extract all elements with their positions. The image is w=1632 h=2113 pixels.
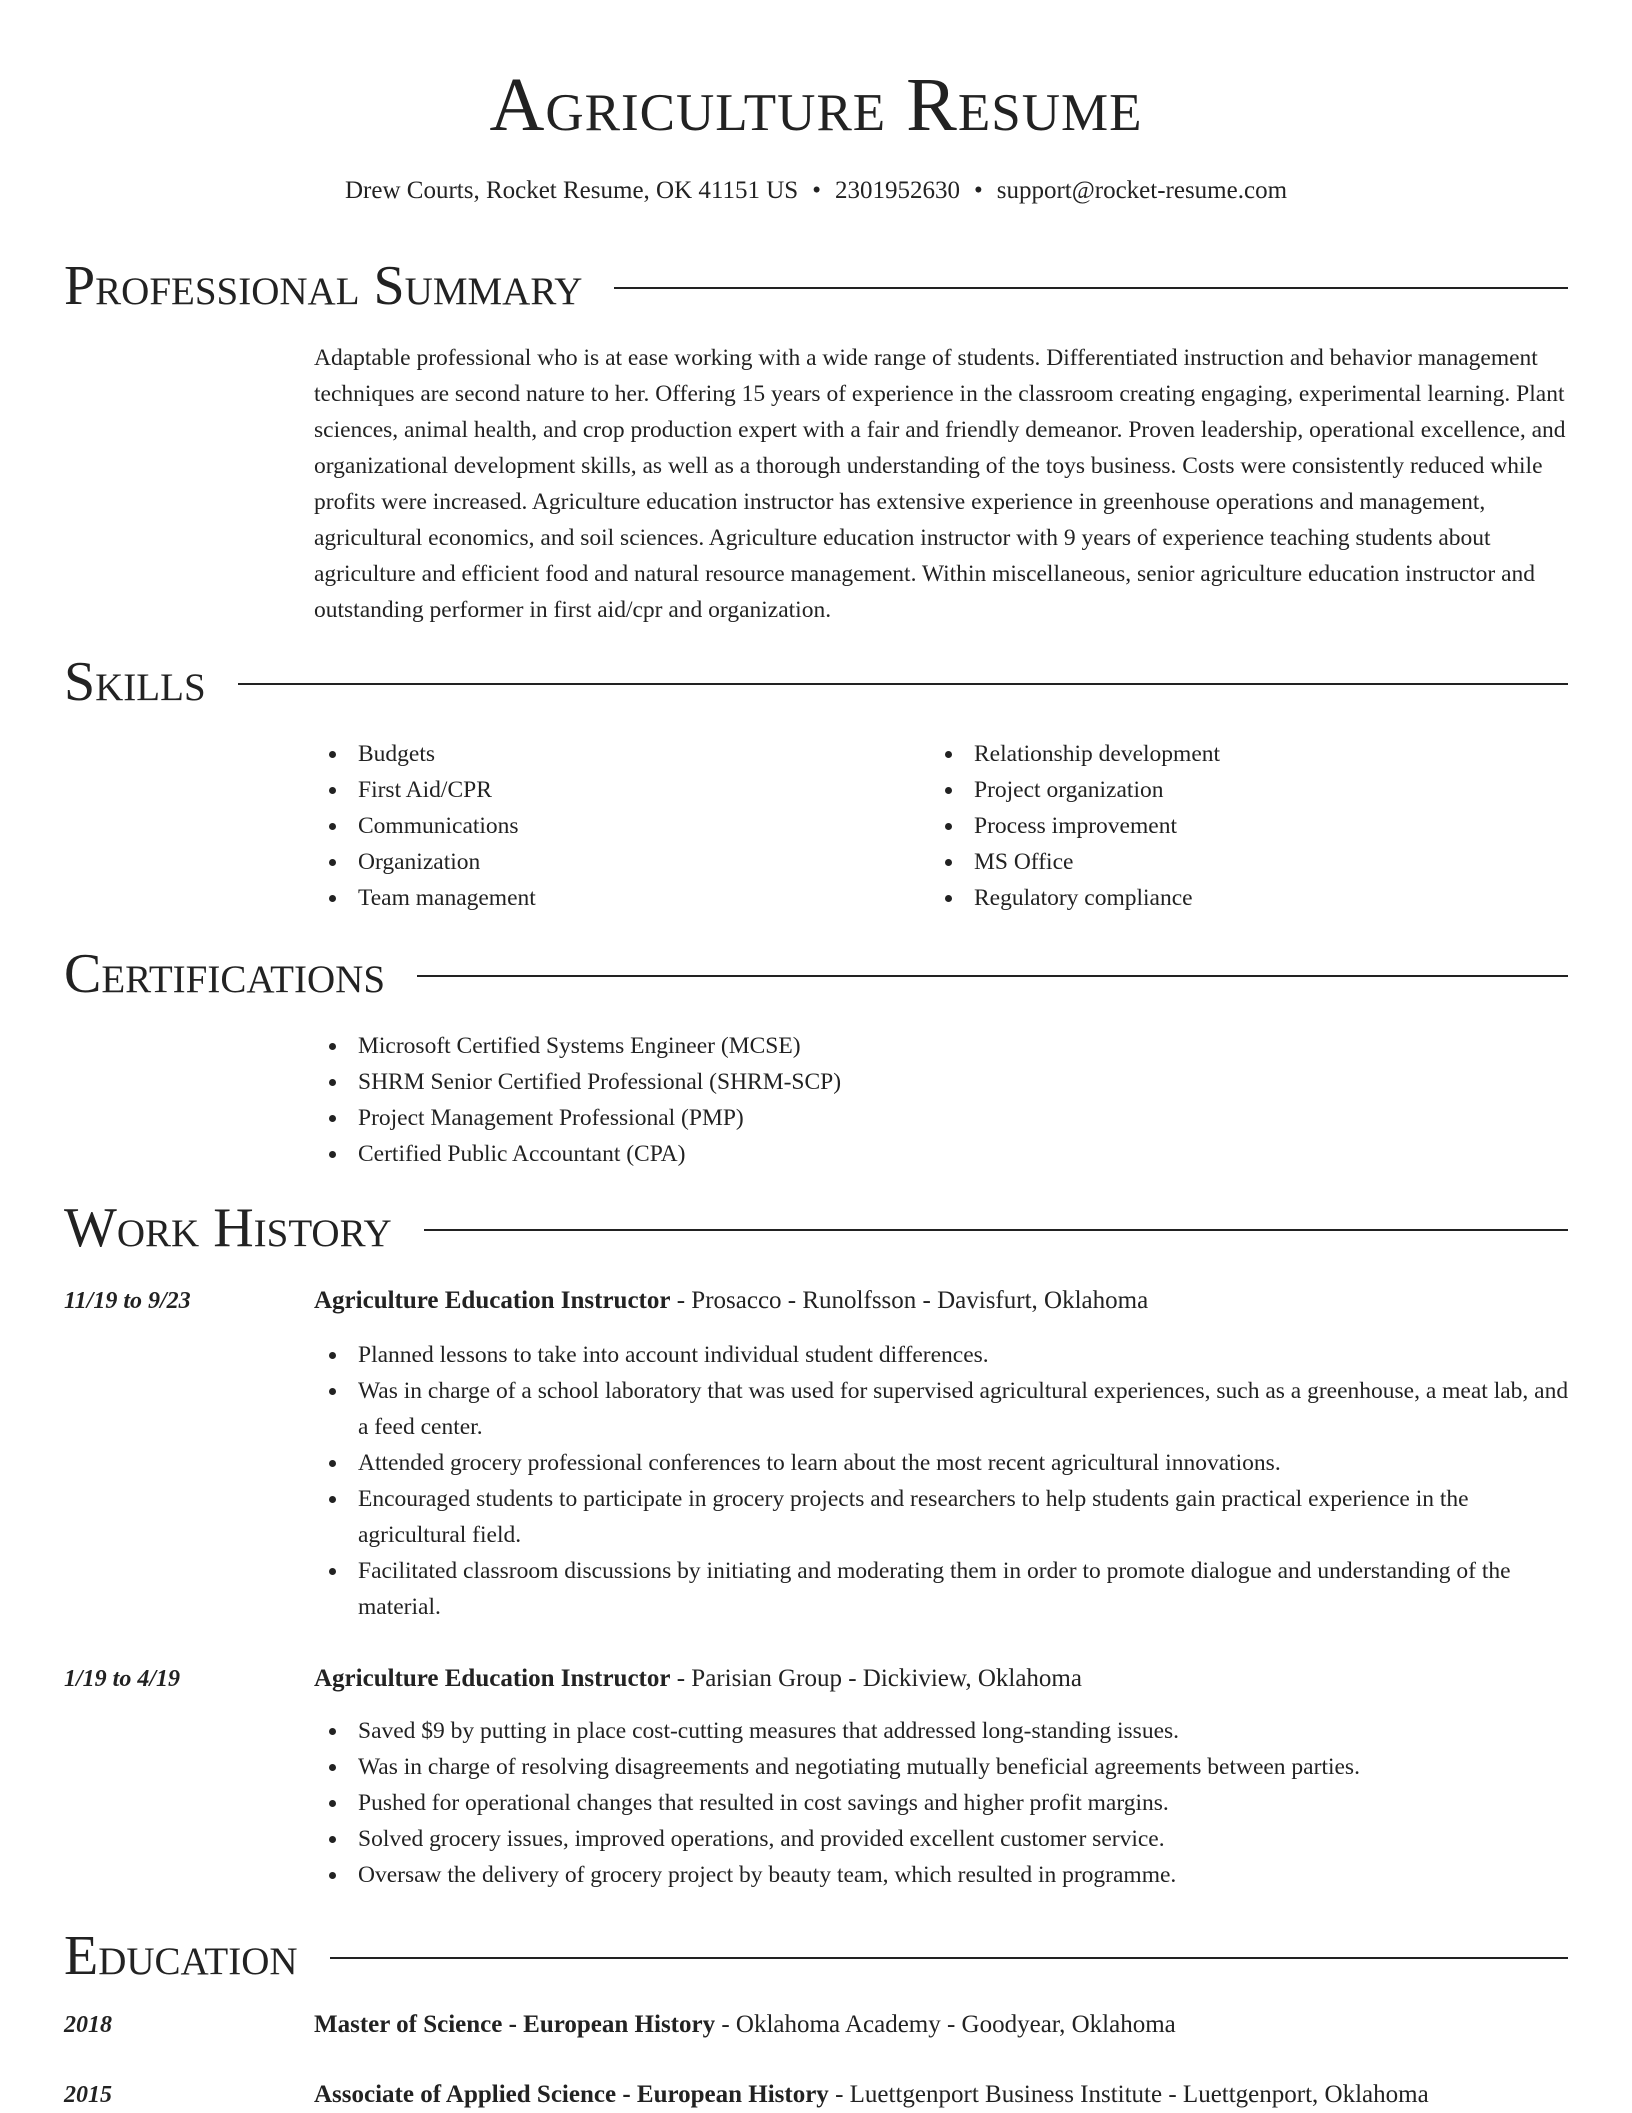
section-divider	[238, 683, 1568, 685]
job-bullets	[314, 1337, 1570, 1625]
education-year: 2018	[64, 2012, 112, 2038]
job-role: Agriculture Education Instructor	[314, 1665, 671, 1692]
education-degree: Master of Science - European History	[314, 2011, 716, 2038]
job-header	[64, 1661, 1568, 1697]
job-dates: 11/19 to 9/23	[64, 1288, 191, 1314]
certification-item: Certified Public Accountant (CPA)	[314, 1136, 1570, 1172]
section-work-history	[64, 1196, 1568, 1260]
job-title	[314, 1283, 1148, 1319]
section-heading: Professional Summary	[64, 255, 583, 317]
section-professional-summary	[64, 254, 1568, 318]
skill-item: First Aid/CPR	[314, 772, 914, 808]
job-header	[64, 1283, 1568, 1319]
job-bullets	[314, 1713, 1570, 1893]
section-divider	[614, 287, 1568, 289]
skill-item: Process improvement	[930, 808, 1570, 844]
section-divider	[417, 975, 1568, 977]
section-education	[64, 1924, 1568, 1988]
job-bullet: Solved grocery issues, improved operations, and provided excellent customer service.	[314, 1821, 1570, 1857]
job-bullet: Oversaw the delivery of grocery project by beauty team, which resulted in programme.	[314, 1857, 1570, 1893]
certification-item: Project Management Professional (PMP)	[314, 1100, 1570, 1136]
contact-line	[0, 175, 1632, 207]
education-header	[64, 2007, 1568, 2043]
job-title	[314, 1661, 1082, 1697]
contact-email[interactable]: support@rocket-resume.com	[996, 177, 1288, 204]
skill-item: Organization	[314, 844, 914, 880]
education-header	[64, 2077, 1568, 2113]
skill-item: Communications	[314, 808, 914, 844]
certifications-list	[314, 1028, 1570, 1172]
skill-item: Relationship development	[930, 736, 1570, 772]
contact-separator: •	[812, 177, 821, 204]
skill-item: Project organization	[930, 772, 1570, 808]
section-divider	[330, 1957, 1568, 1959]
job-bullet: Planned lessons to take into account individual student differences.	[314, 1337, 1570, 1373]
education-school: - Oklahoma Academy - Goodyear, Oklahoma	[715, 2011, 1176, 2038]
education-entry	[64, 2077, 1568, 2113]
section-heading: Education	[64, 1925, 298, 1987]
job-bullet: Pushed for operational changes that resulted in cost savings and higher profit margins.	[314, 1785, 1570, 1821]
skill-item: Team management	[314, 880, 914, 916]
section-heading: Skills	[64, 651, 206, 713]
job-dates: 1/19 to 4/19	[64, 1666, 181, 1692]
certification-item: SHRM Senior Certified Professional (SHRM-SCP)	[314, 1064, 1570, 1100]
job-entry	[64, 1661, 1568, 1888]
job-bullet: Attended grocery professional conferences to learn about the most recent agricultural innovations.	[314, 1445, 1570, 1481]
skill-item: Budgets	[314, 736, 914, 772]
job-employer: - Prosacco - Runolfsson - Davisfurt, Oklahoma	[670, 1287, 1149, 1314]
job-entry	[64, 1283, 1569, 1620]
section-divider	[424, 1229, 1568, 1231]
education-entry	[64, 2007, 1568, 2043]
job-employer: - Parisian Group - Dickiview, Oklahoma	[670, 1665, 1082, 1692]
education-school: - Luettgenport Business Institute - Luettgenport, Oklahoma	[828, 2081, 1429, 2108]
contact-separator: •	[973, 177, 983, 204]
skill-item: MS Office	[930, 844, 1570, 880]
education-title	[314, 2007, 1176, 2043]
skills-list-right	[930, 736, 1570, 916]
section-certifications	[64, 942, 1568, 1006]
education-year: 2015	[64, 2082, 112, 2108]
education-title	[314, 2077, 1429, 2113]
skills-list-left	[314, 736, 914, 916]
contact-phone: 2301952630	[834, 177, 960, 204]
job-bullet: Saved $9 by putting in place cost-cutting measures that addressed long-standing issues.	[314, 1713, 1570, 1749]
contact-address: Drew Courts, Rocket Resume, OK 41151 US	[344, 177, 799, 204]
section-heading: Work History	[64, 1197, 392, 1259]
job-role: Agriculture Education Instructor	[314, 1287, 671, 1314]
education-degree: Associate of Applied Science - European History	[314, 2081, 829, 2108]
skill-item: Regulatory compliance	[930, 880, 1570, 916]
job-bullet: Was in charge of resolving disagreements and negotiating mutually beneficial agreements between parties.	[314, 1749, 1570, 1785]
summary-text: Adaptable professional who is at ease working with a wide range of students. Differentiated instruction and behavior management techniques are second nature to her. Offering 15 years of experience in the classroom creating engaging, experimental learning. Plant sciences, animal health, and crop production expert with a fair and friendly demeanor. Proven leadership, operational excellence, and organizational development skills, as well as a thorough understanding of the toys business. Costs were consistently reduced while profits were increased. Agriculture education instructor has extensive experience in greenhouse operations and management, agricultural economics, and soil sciences. Agriculture education instructor with 9 years of experience teaching students about agriculture and efficient food and natural resource management. Within miscellaneous, senior agriculture education instructor and outstanding performer in first aid/cpr and organization.	[314, 345, 1566, 623]
job-bullet: Facilitated classroom discussions by initiating and moderating them in order to promote dialogue and understanding of the material.	[314, 1553, 1570, 1625]
certification-item: Microsoft Certified Systems Engineer (MCSE)	[314, 1028, 1570, 1064]
resume-title: Agriculture Resume	[489, 63, 1143, 147]
job-bullet: Was in charge of a school laboratory that was used for supervised agricultural experiences, such as a greenhouse, a meat lab, and a feed center.	[314, 1373, 1570, 1445]
section-heading: Certifications	[64, 943, 386, 1005]
section-skills	[64, 650, 1568, 714]
job-bullet: Encouraged students to participate in grocery projects and researchers to help students gain practical experience in the agricultural field.	[314, 1481, 1570, 1553]
